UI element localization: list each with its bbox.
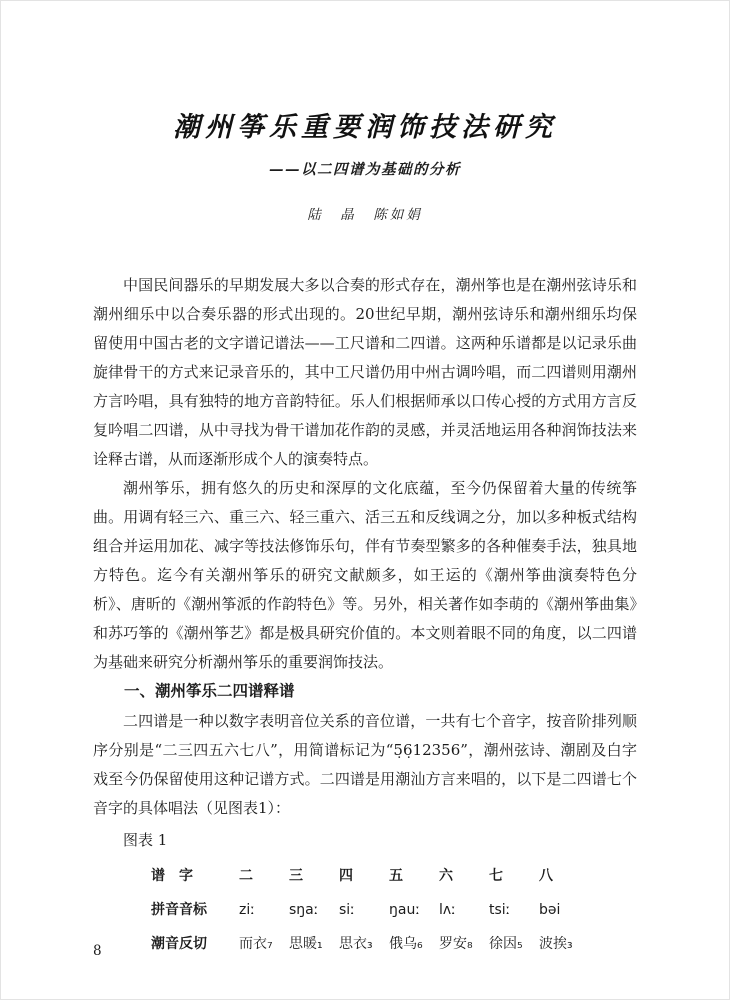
- table-cell: 波挨₃: [539, 935, 573, 952]
- table-caption: 图表 1: [123, 831, 168, 849]
- paper-body: [93, 271, 637, 961]
- table-header-label: 谱 字: [151, 867, 193, 884]
- table-cell: 罗安₈: [439, 935, 473, 952]
- notation-table: [151, 859, 637, 961]
- paragraph-section-1: 二四谱是一种以数字表明音位关系的音位谱，一共有七个音字，按音阶排列顺序分别是“二三四五六七八”，用简谱标记为“5̣6̣12356”，潮州弦诗、潮剧及白字戏至今仍保留使用这种记谱方式。二四谱是用潮汕方言来唱的，以下是二四谱七个音字的具体唱法（见图表1）：: [93, 712, 637, 817]
- table-header-cell: 五: [389, 867, 403, 884]
- paragraph-intro-2: 潮州筝乐，拥有悠久的历史和深厚的文化底蕴，至今仍保留着大量的传统筝曲。用调有轻三六、重三六、轻三重六、活三五和反线调之分，加以多种板式结构组合并运用加花、减字等技法修饰乐句，伴有节奏型繁多的各种催奏手法，独具地方特色。迄今有关潮州筝乐的研究文献颇多，如王运的《潮州筝曲演奏特色分析》、唐昕的《潮州筝派的作韵特色》等。另外，相关著作如李萌的《潮州筝曲集》和苏巧筝的《潮州筝艺》都是极具研究价值的。本文则着眼不同的角度，以二四谱为基础来研究分析潮州筝乐的重要润饰技法。: [93, 479, 637, 671]
- table-cell: siː: [339, 901, 355, 918]
- paragraph-intro-1: 中国民间器乐的早期发展大多以合奏的形式存在，潮州筝也是在潮州弦诗乐和潮州细乐中以合奏乐器的形式出现的。20世纪早期，潮州弦诗乐和潮州细乐均保留使用中国古老的文字谱记谱法——工尺谱和二四谱。这两种乐谱都是以记录乐曲旋律骨干的方式来记录音乐的，其中工尺谱仍用中州古调吟唱，而二四谱则用潮州方言吟唱，具有独特的地方音韵特征。乐人们根据师承以口传心授的方式用方言反复吟唱二四谱，从中寻找为骨干谱加花作韵的灵感，并灵活地运用各种润饰技法来诠释古谱，从而逐渐形成个人的演奏特点。: [93, 276, 637, 468]
- table-cell: 思衣₃: [339, 935, 373, 952]
- table-cell: 而衣₇: [239, 935, 273, 952]
- table-header-row: [151, 859, 637, 893]
- table-cell: tsiː: [489, 901, 511, 918]
- table-cell: 思暖₁: [289, 935, 323, 952]
- table-cell: ŋauː: [389, 901, 421, 918]
- table-cell: ziː: [239, 901, 255, 918]
- table-header-cell: 二: [239, 867, 253, 884]
- table-row-label: 拼音音标: [151, 901, 207, 918]
- table-header-cell: 七: [489, 867, 503, 884]
- table-cell: bəi: [539, 901, 561, 918]
- paper-title: 潮州筝乐重要润饰技法研究: [173, 112, 557, 143]
- table-row-label: 潮音反切: [151, 935, 207, 952]
- table-cell: sŋaː: [289, 901, 319, 918]
- table-header-cell: 三: [289, 867, 303, 884]
- section-heading: 一、潮州筝乐二四谱释谱: [124, 683, 295, 700]
- table-cell: 徐因₅: [489, 935, 523, 952]
- table-header-cell: 六: [439, 867, 453, 884]
- table-header-cell: 八: [539, 867, 553, 884]
- table-row-pinyin: [151, 893, 637, 927]
- table-row-fanqie: [151, 927, 637, 961]
- paper-authors: 陆 晶 陈如娟: [307, 207, 423, 223]
- table-header-cell: 四: [339, 867, 353, 884]
- paper-subtitle: ——以二四谱为基础的分析: [269, 161, 461, 178]
- table-cell: 俄乌₆: [389, 935, 423, 952]
- page-number: 8: [93, 943, 102, 959]
- table-cell: lʌː: [439, 901, 456, 918]
